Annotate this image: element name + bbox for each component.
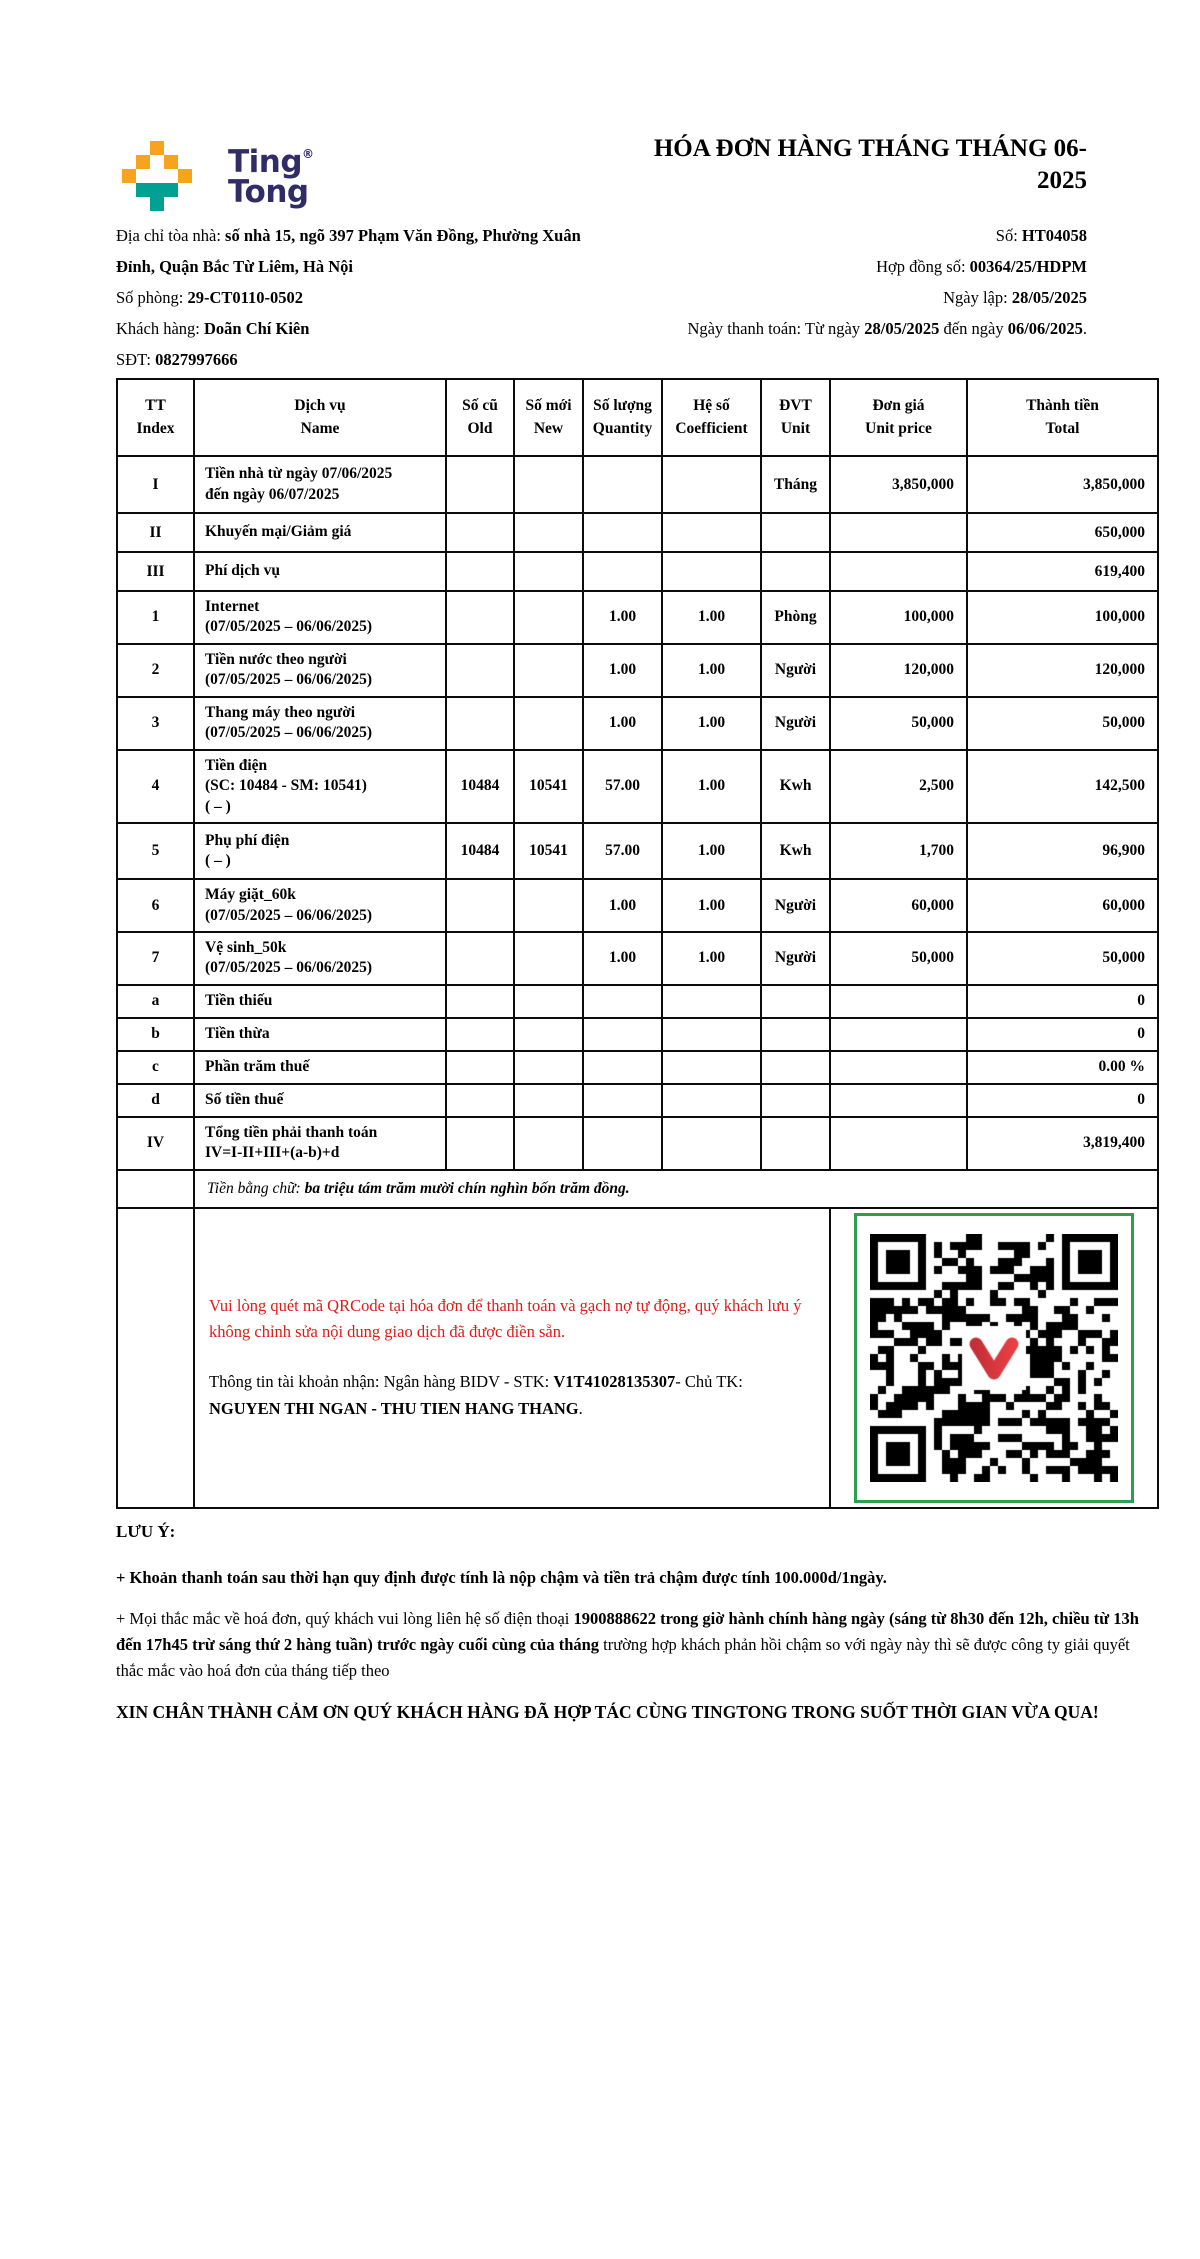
invoice-number: Số: HT04058: [995, 226, 1087, 245]
cell-coefficient: [662, 1018, 761, 1051]
cell-coefficient: [662, 513, 761, 552]
column-header-1: TT Index: [117, 379, 194, 456]
cell-quantity: [583, 1018, 662, 1051]
cell-unit: Người: [761, 697, 830, 750]
cell-unit: [761, 1018, 830, 1051]
table-row-a: [117, 985, 1158, 1018]
table-row-5: [117, 823, 1158, 879]
column-header-2: Dịch vụ Name: [194, 379, 446, 456]
cell-unit-price: 120,000: [830, 644, 967, 697]
cell-old: [446, 591, 514, 644]
cell-quantity: 1.00: [583, 697, 662, 750]
amount-in-words-label: Tiền bằng chữ:: [207, 1179, 305, 1197]
cell-unit: Người: [761, 932, 830, 985]
cell-new: [514, 1084, 583, 1117]
cell-new: [514, 552, 583, 591]
table-row-3: [117, 697, 1158, 750]
info-row-1: [116, 220, 1087, 251]
cell-old: 10484: [446, 823, 514, 879]
cell-quantity: [583, 1051, 662, 1084]
cell-unit: Phòng: [761, 591, 830, 644]
footer-notes: [116, 1522, 1148, 1726]
document-title: [627, 133, 1087, 197]
qr-payment-row: [117, 1208, 1158, 1508]
cell-quantity: [583, 1084, 662, 1117]
cell-total: 142,500: [967, 750, 1158, 823]
cell-new: [514, 1117, 583, 1170]
tingtong-logo-text: [228, 139, 314, 210]
table-row-II: [117, 513, 1158, 552]
cell-index: I: [117, 456, 194, 513]
table-row-I: [117, 456, 1158, 513]
cell-unit: Kwh: [761, 823, 830, 879]
cell-unit: Kwh: [761, 750, 830, 823]
bank-account-info: Thông tin tài khoản nhận: Ngân hàng BIDV - STK: V1T41028135307- Chủ TK: NGUYEN THI NGAN - THU TIEN HANG THANG.: [209, 1372, 743, 1419]
amount-in-words-row: [117, 1170, 1158, 1208]
cell-unit: [761, 552, 830, 591]
table-row-c: [117, 1051, 1158, 1084]
cell-total: 3,819,400: [967, 1117, 1158, 1170]
cell-unit-price: 1,700: [830, 823, 967, 879]
cell-quantity: 1.00: [583, 932, 662, 985]
cell-name: Tiền thừa: [194, 1018, 446, 1051]
cell-total: 619,400: [967, 552, 1158, 591]
cell-coefficient: 1.00: [662, 697, 761, 750]
cell-new: [514, 513, 583, 552]
cell-quantity: 1.00: [583, 591, 662, 644]
cell-coefficient: 1.00: [662, 932, 761, 985]
table-row-4: [117, 750, 1158, 823]
cell-name: Phần trăm thuế: [194, 1051, 446, 1084]
cell-index: b: [117, 1018, 194, 1051]
cell-coefficient: 1.00: [662, 823, 761, 879]
cell-name: Phụ phí điện ( – ): [194, 823, 446, 879]
cell-new: 10541: [514, 750, 583, 823]
cell-name: Thang máy theo người (07/05/2025 – 06/06/2025): [194, 697, 446, 750]
building-address-2: Đỉnh, Quận Bắc Từ Liêm, Hà Nội: [116, 257, 353, 276]
info-row-5: [116, 344, 1087, 375]
cell-total: 120,000: [967, 644, 1158, 697]
cell-unit-price: 100,000: [830, 591, 967, 644]
cell-quantity: [583, 513, 662, 552]
customer-name: Khách hàng: Doãn Chí Kiên: [116, 319, 310, 338]
cell-index: IV: [117, 1117, 194, 1170]
cell-index: c: [117, 1051, 194, 1084]
cell-total: 650,000: [967, 513, 1158, 552]
cell-coefficient: [662, 456, 761, 513]
title-line2: 2025: [1037, 167, 1087, 194]
cell-unit-price: 60,000: [830, 879, 967, 932]
cell-quantity: [583, 552, 662, 591]
table-row-1: [117, 591, 1158, 644]
cell-index: 6: [117, 879, 194, 932]
cell-coefficient: 1.00: [662, 750, 761, 823]
cell-unit: [761, 1051, 830, 1084]
cell-coefficient: [662, 552, 761, 591]
cell-new: [514, 932, 583, 985]
table-body: [117, 456, 1158, 1170]
cell-unit-price: [830, 513, 967, 552]
cell-old: [446, 879, 514, 932]
cell-coefficient: 1.00: [662, 644, 761, 697]
cell-coefficient: [662, 1117, 761, 1170]
cell-coefficient: [662, 1051, 761, 1084]
cell-name: Máy giặt_60k (07/05/2025 – 06/06/2025): [194, 879, 446, 932]
cell-unit-price: [830, 552, 967, 591]
cell-unit: Người: [761, 879, 830, 932]
cell-unit: Tháng: [761, 456, 830, 513]
cell-new: [514, 1051, 583, 1084]
thank-you-message: XIN CHÂN THÀNH CẢM ƠN QUÝ KHÁCH HÀNG ĐÃ HỢP TÁC CÙNG TINGTONG TRONG SUỐT THỜI GIAN VỪA QUA!: [116, 1701, 1099, 1722]
room-number: Số phòng: 29-CT0110-0502: [116, 288, 304, 307]
logo-line1: Ting: [228, 144, 303, 180]
cell-old: [446, 985, 514, 1018]
contract-number: Hợp đồng số: 00364/25/HDPM: [876, 257, 1087, 276]
cell-unit-price: [830, 1117, 967, 1170]
cell-old: [446, 697, 514, 750]
cell-name: Khuyến mại/Giảm giá: [194, 513, 446, 552]
cell-total: 3,850,000: [967, 456, 1158, 513]
cell-index: d: [117, 1084, 194, 1117]
late-payment-note: + Khoản thanh toán sau thời hạn quy định được tính là nộp chậm và tiền trả chậm được tính 100.000d/1ngày.: [116, 1568, 887, 1587]
cell-total: 60,000: [967, 879, 1158, 932]
cell-quantity: 57.00: [583, 750, 662, 823]
info-row-3: [116, 282, 1087, 313]
cell-old: [446, 456, 514, 513]
cell-new: 10541: [514, 823, 583, 879]
cell-unit-price: [830, 985, 967, 1018]
cell-name: Tiền điện (SC: 10484 - SM: 10541) ( – ): [194, 750, 446, 823]
column-header-3: Số cũ Old: [446, 379, 514, 456]
cell-index: 1: [117, 591, 194, 644]
cell-old: [446, 1051, 514, 1084]
cell-new: [514, 1018, 583, 1051]
customer-phone: SĐT: 0827997666: [116, 350, 238, 369]
cell-unit-price: 2,500: [830, 750, 967, 823]
cell-new: [514, 985, 583, 1018]
cell-empty: [117, 1208, 194, 1508]
table-row-2: [117, 644, 1158, 697]
cell-unit-price: 50,000: [830, 697, 967, 750]
cell-total: 50,000: [967, 697, 1158, 750]
column-header-8: Đơn giá Unit price: [830, 379, 967, 456]
cell-old: 10484: [446, 750, 514, 823]
cell-old: [446, 1084, 514, 1117]
building-address: Địa chỉ tòa nhà: số nhà 15, ngõ 397 Phạm Văn Đồng, Phường Xuân: [116, 226, 581, 245]
cell-total: 0: [967, 985, 1158, 1018]
qr-code-frame: [854, 1213, 1134, 1503]
cell-index: a: [117, 985, 194, 1018]
cell-total: 0.00 %: [967, 1051, 1158, 1084]
table-header-row: [117, 379, 1158, 456]
cell-name: Phí dịch vụ: [194, 552, 446, 591]
cell-quantity: 1.00: [583, 879, 662, 932]
cell-name: Vệ sinh_50k (07/05/2025 – 06/06/2025): [194, 932, 446, 985]
cell-unit-price: 3,850,000: [830, 456, 967, 513]
cell-new: [514, 456, 583, 513]
cell-unit: [761, 1084, 830, 1117]
cell-index: II: [117, 513, 194, 552]
invoice-table: [116, 378, 1159, 1509]
cell-name: Số tiền thuế: [194, 1084, 446, 1117]
cell-index: 3: [117, 697, 194, 750]
cell-unit-price: [830, 1084, 967, 1117]
cell-name: Tiền thiếu: [194, 985, 446, 1018]
cell-quantity: [583, 456, 662, 513]
cell-unit-price: [830, 1051, 967, 1084]
title-line1: HÓA ĐƠN HÀNG THÁNG THÁNG 06-: [653, 135, 1087, 162]
qr-code: [870, 1234, 1118, 1482]
cell-name: Tổng tiền phải thanh toán IV=I-II+III+(a-b)+d: [194, 1117, 446, 1170]
cell-old: [446, 1117, 514, 1170]
cell-coefficient: [662, 985, 761, 1018]
cell-old: [446, 932, 514, 985]
column-header-6: Hệ số Coefficient: [662, 379, 761, 456]
cell-empty: [117, 1170, 194, 1208]
table-row-b: [117, 1018, 1158, 1051]
cell-total: 0: [967, 1018, 1158, 1051]
cell-name: Tiền nước theo người (07/05/2025 – 06/06/2025): [194, 644, 446, 697]
qr-code-cell: [830, 1208, 1158, 1508]
payment-period: Ngày thanh toán: Từ ngày 28/05/2025 đến ngày 06/06/2025.: [687, 319, 1087, 338]
cell-index: 5: [117, 823, 194, 879]
cell-coefficient: [662, 1084, 761, 1117]
cell-new: [514, 644, 583, 697]
amount-in-words-value: ba triệu tám trăm mười chín nghìn bốn trăm đồng.: [304, 1179, 630, 1197]
cell-coefficient: 1.00: [662, 879, 761, 932]
payment-instructions-cell: [194, 1208, 830, 1508]
info-row-4: [116, 313, 1087, 344]
info-row-2: [116, 251, 1087, 282]
cell-unit: [761, 985, 830, 1018]
table-footer-body: [117, 1170, 1158, 1508]
cell-quantity: [583, 1117, 662, 1170]
cell-index: 4: [117, 750, 194, 823]
cell-coefficient: 1.00: [662, 591, 761, 644]
cell-index: 7: [117, 932, 194, 985]
cell-total: 100,000: [967, 591, 1158, 644]
cell-old: [446, 1018, 514, 1051]
cell-old: [446, 552, 514, 591]
qr-scan-warning: Vui lòng quét mã QRCode tại hóa đơn để thanh toán và gạch nợ tự động, quý khách lưu ý không chỉnh sửa nội dung giao dịch đã được điền sẵn.: [209, 1296, 802, 1341]
amount-in-words-cell: [194, 1170, 1158, 1208]
cell-old: [446, 644, 514, 697]
cell-index: 2: [117, 644, 194, 697]
table-row-III: [117, 552, 1158, 591]
cell-name: Internet (07/05/2025 – 06/06/2025): [194, 591, 446, 644]
column-header-9: Thành tiền Total: [967, 379, 1158, 456]
table-row-6: [117, 879, 1158, 932]
invoice-info: [116, 220, 1087, 375]
cell-new: [514, 879, 583, 932]
tingtong-logo-icon: [122, 141, 192, 211]
table-row-d: [117, 1084, 1158, 1117]
cell-name: Tiền nhà từ ngày 07/06/2025 đến ngày 06/07/2025: [194, 456, 446, 513]
cell-total: 0: [967, 1084, 1158, 1117]
cell-unit: Người: [761, 644, 830, 697]
cell-old: [446, 513, 514, 552]
cell-total: 96,900: [967, 823, 1158, 879]
cell-unit: [761, 513, 830, 552]
cell-index: III: [117, 552, 194, 591]
cell-unit-price: 50,000: [830, 932, 967, 985]
table-row-7: [117, 932, 1158, 985]
cell-new: [514, 591, 583, 644]
cell-quantity: 57.00: [583, 823, 662, 879]
column-header-4: Số mới New: [514, 379, 583, 456]
cell-quantity: 1.00: [583, 644, 662, 697]
logo-line2: Tong: [228, 174, 309, 210]
table-row-IV: [117, 1117, 1158, 1170]
cell-new: [514, 697, 583, 750]
cell-quantity: [583, 985, 662, 1018]
cell-total: 50,000: [967, 932, 1158, 985]
column-header-5: Số lượng Quantity: [583, 379, 662, 456]
notes-title: LƯU Ý:: [116, 1522, 176, 1541]
hotline-note: + Mọi thắc mắc về hoá đơn, quý khách vui lòng liên hệ số điện thoại 1900888622 trong giờ hành chính hàng ngày (sáng từ 8h30 đến 12h, chiều từ 13h đến 17h45 trừ sáng thứ 2 hàng tuần) trước ngày cuối cùng của tháng trường hợp khách phản hồi chậm so với ngày này thì sẽ được công ty giải quyết thắc mắc vào hoá đơn của tháng tiếp theo: [116, 1608, 1139, 1680]
column-header-7: ĐVT Unit: [761, 379, 830, 456]
registered-mark: ®: [302, 147, 314, 161]
cell-unit: [761, 1117, 830, 1170]
issue-date: Ngày lập: 28/05/2025: [943, 288, 1087, 307]
cell-unit-price: [830, 1018, 967, 1051]
